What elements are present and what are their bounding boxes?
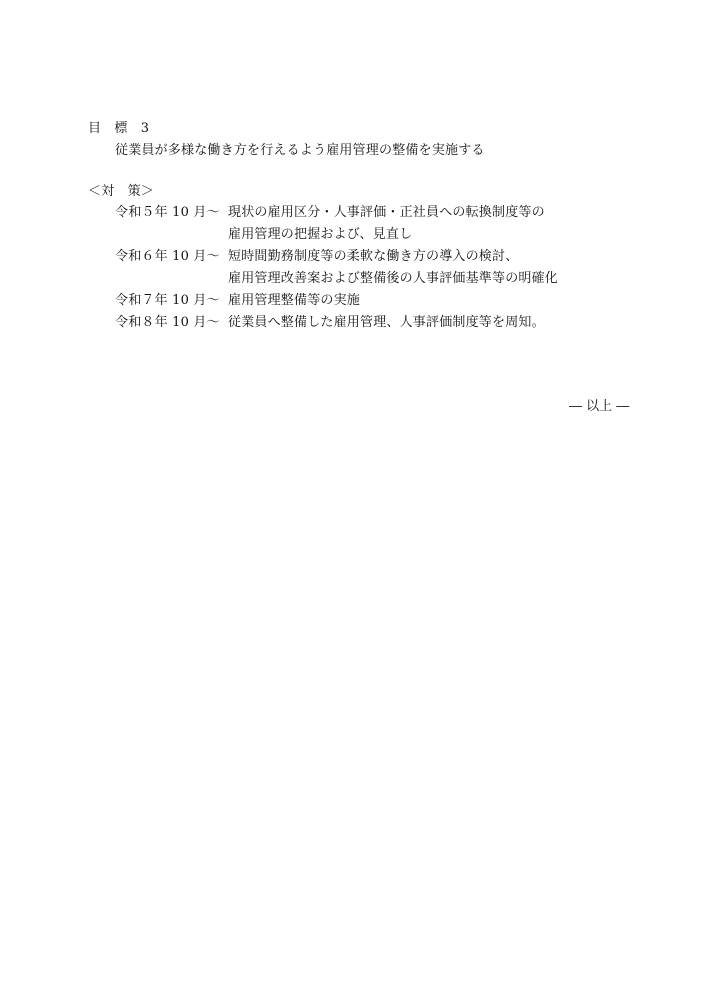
schedule-text: 雇用管理の把握および、見直し [228, 227, 413, 242]
schedule-text: 雇用管理改善案および整備後の人事評価基準等の明確化 [228, 271, 559, 286]
schedule-row-continuation [115, 270, 635, 288]
schedule-row [115, 292, 635, 310]
schedule-date: 令和７年 10 月～ [115, 293, 220, 308]
schedule-date: 令和８年 10 月～ [115, 315, 220, 330]
schedule-text: 雇用管理整備等の実施 [228, 293, 361, 308]
schedule-row [115, 314, 635, 332]
schedule-date: 令和５年 10 月～ [115, 205, 220, 220]
schedule-row [115, 248, 635, 266]
schedule-row-continuation [115, 226, 635, 244]
closing-mark: ― 以上 ― [569, 399, 630, 414]
schedule-row [115, 204, 635, 222]
measures-schedule [115, 204, 635, 336]
measures-heading: ＜対 策＞ [88, 184, 155, 199]
goal-text: 従業員が多様な働き方を行えるよう雇用管理の整備を実施する [115, 143, 485, 158]
schedule-text: 現状の雇用区分・人事評価・正社員への転換制度等の [228, 205, 545, 220]
goal-heading: 目 標 3 [88, 121, 150, 136]
schedule-text: 従業員へ整備した雇用管理、人事評価制度等を周知。 [228, 315, 545, 330]
schedule-date: 令和６年 10 月～ [115, 249, 220, 264]
schedule-text: 短時間勤務制度等の柔軟な働き方の導入の検討、 [228, 249, 519, 264]
